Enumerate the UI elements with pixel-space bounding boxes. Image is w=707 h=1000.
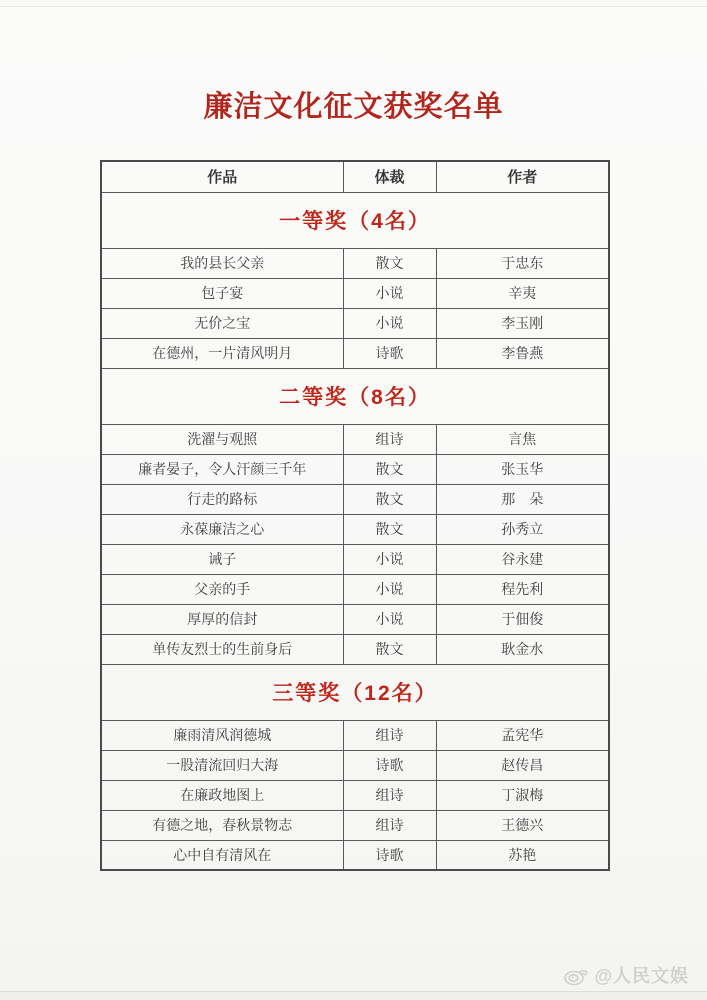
author-cell: 辛夷 (436, 278, 609, 308)
genre-cell: 散文 (343, 248, 436, 278)
work-cell: 无价之宝 (101, 308, 343, 338)
author-cell: 苏艳 (436, 840, 609, 870)
table-row (101, 544, 609, 574)
genre-cell: 散文 (343, 484, 436, 514)
section-header-row (101, 368, 609, 424)
table-row (101, 338, 609, 368)
genre-cell: 组诗 (343, 810, 436, 840)
header-cell-author: 作者 (436, 161, 609, 192)
genre-cell: 散文 (343, 514, 436, 544)
table-header-row (101, 161, 609, 192)
genre-cell: 小说 (343, 604, 436, 634)
author-cell: 李玉刚 (436, 308, 609, 338)
table-row (101, 780, 609, 810)
work-cell: 廉雨清风润德城 (101, 720, 343, 750)
author-cell: 程先利 (436, 574, 609, 604)
awards-table (100, 160, 610, 871)
table-row (101, 308, 609, 338)
work-cell: 廉者晏子，令人汗颜三千年 (101, 454, 343, 484)
author-cell: 那 朵 (436, 484, 609, 514)
work-cell: 单传友烈士的生前身后 (101, 634, 343, 664)
genre-cell: 诗歌 (343, 750, 436, 780)
genre-cell: 小说 (343, 574, 436, 604)
table-row (101, 574, 609, 604)
section-label: 二等奖（8名） (101, 368, 609, 424)
work-cell: 诫子 (101, 544, 343, 574)
work-cell: 在廉政地图上 (101, 780, 343, 810)
table-row (101, 424, 609, 454)
table-row (101, 514, 609, 544)
author-cell: 于佃俊 (436, 604, 609, 634)
header-cell-work: 作品 (101, 161, 343, 192)
author-cell: 言焦 (436, 424, 609, 454)
author-cell: 耿金水 (436, 634, 609, 664)
genre-cell: 组诗 (343, 780, 436, 810)
genre-cell: 散文 (343, 634, 436, 664)
table-row (101, 634, 609, 664)
work-cell: 一股清流回归大海 (101, 750, 343, 780)
author-cell: 孟宪华 (436, 720, 609, 750)
page-title: 廉洁文化征文获奖名单 (203, 91, 504, 123)
work-cell: 包子宴 (101, 278, 343, 308)
author-cell: 于忠东 (436, 248, 609, 278)
work-cell: 洗濯与观照 (101, 424, 343, 454)
table-row (101, 810, 609, 840)
genre-cell: 组诗 (343, 424, 436, 454)
table-row (101, 484, 609, 514)
author-cell: 孙秀立 (436, 514, 609, 544)
author-cell: 李鲁燕 (436, 338, 609, 368)
table-row (101, 604, 609, 634)
genre-cell: 小说 (343, 278, 436, 308)
work-cell: 心中自有清风在 (101, 840, 343, 870)
work-cell: 永葆廉洁之心 (101, 514, 343, 544)
table-row (101, 454, 609, 484)
table-row (101, 278, 609, 308)
genre-cell: 诗歌 (343, 840, 436, 870)
watermark-handle: @人民文娱 (594, 966, 689, 986)
photo-top-edge (0, 6, 707, 7)
genre-cell: 小说 (343, 308, 436, 338)
section-label: 一等奖（4名） (101, 192, 609, 248)
photo-bottom-band (0, 992, 707, 1000)
genre-cell: 散文 (343, 454, 436, 484)
section-label: 三等奖（12名） (101, 664, 609, 720)
awards-table-body (101, 161, 609, 870)
work-cell: 在德州，一片清风明月 (101, 338, 343, 368)
work-cell: 有德之地，春秋景物志 (101, 810, 343, 840)
weibo-logo-icon (563, 964, 589, 986)
work-cell: 我的县长父亲 (101, 248, 343, 278)
work-cell: 父亲的手 (101, 574, 343, 604)
genre-cell: 诗歌 (343, 338, 436, 368)
table-row (101, 248, 609, 278)
work-cell: 行走的路标 (101, 484, 343, 514)
author-cell: 丁淑梅 (436, 780, 609, 810)
genre-cell: 组诗 (343, 720, 436, 750)
author-cell: 谷永建 (436, 544, 609, 574)
table-row (101, 840, 609, 870)
author-cell: 赵传昌 (436, 750, 609, 780)
table-row (101, 750, 609, 780)
author-cell: 王德兴 (436, 810, 609, 840)
work-cell: 厚厚的信封 (101, 604, 343, 634)
author-cell: 张玉华 (436, 454, 609, 484)
table-row (101, 720, 609, 750)
watermark (563, 962, 689, 988)
header-cell-genre: 体裁 (343, 161, 436, 192)
genre-cell: 小说 (343, 544, 436, 574)
section-header-row (101, 664, 609, 720)
section-header-row (101, 192, 609, 248)
